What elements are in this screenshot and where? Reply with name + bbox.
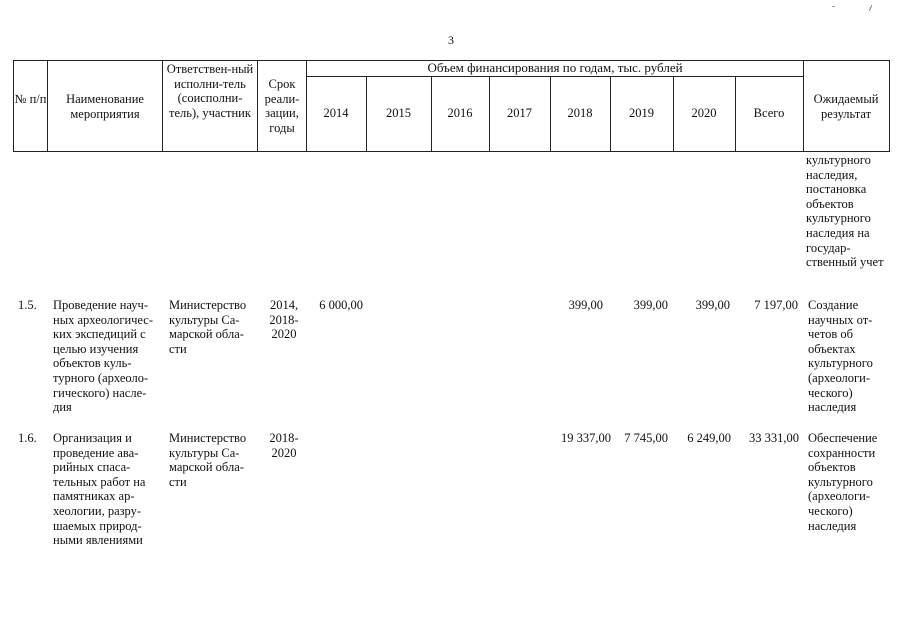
row-number: 1.6. xyxy=(18,431,37,445)
row-value-2019: 7 745,00 xyxy=(624,431,668,445)
scan-speck xyxy=(869,5,872,11)
header-funding: Объем финансирования по годам, тыс. рублей xyxy=(427,60,683,75)
continued-result: культурного наследия, постановка объектов культурного наследия на государ-ственный учет xyxy=(806,153,884,270)
header-total: Всего xyxy=(753,106,785,120)
row-name: Организация и проведение ава-рийных спаса-тельных работ на памятниках ар-хеологии, разру-шаемых природ-ными явлениями xyxy=(53,431,146,548)
row-term: 2014, 2018-2020 xyxy=(269,298,299,342)
header-year-2017: 2017 xyxy=(507,106,532,120)
row-name: Проведение науч-ных археологичес-ких экспедиций с целью изучения объектов куль-турного (археоло-гического) насле-дия xyxy=(53,298,153,415)
row-value-2019: 399,00 xyxy=(633,298,668,312)
row-term: 2018-2020 xyxy=(269,431,299,460)
row-result: Создание научных от-четов об объектах культурного (археологи-ческого) наследия xyxy=(808,298,873,415)
row-value-2014: 6 000,00 xyxy=(319,298,363,312)
row-total: 33 331,00 xyxy=(749,431,799,445)
row-value-2020: 399,00 xyxy=(695,298,730,312)
header-year-2014: 2014 xyxy=(323,106,349,120)
row-result: Обеспечение сохранности объектов культурного (археологи-ческого) наследия xyxy=(808,431,878,533)
header-year-2015: 2015 xyxy=(386,106,411,120)
row-responsible: Министерство культуры Са-марской обла-сти xyxy=(169,431,247,489)
row-value-2020: 6 249,00 xyxy=(687,431,731,445)
header-year-2018: 2018 xyxy=(567,106,593,120)
header-number: № п/п xyxy=(14,92,47,106)
header-responsible: Ответствен-ный исполни-тель (соисполни-тель), участник xyxy=(166,62,254,120)
page-number: 3 xyxy=(448,33,454,47)
row-total: 7 197,00 xyxy=(754,298,798,312)
header-year-2016: 2016 xyxy=(447,106,473,120)
header-year-2020: 2020 xyxy=(691,106,717,120)
row-value-2018: 19 337,00 xyxy=(561,431,611,445)
row-number: 1.5. xyxy=(18,298,37,312)
row-responsible: Министерство культуры Са-марской обла-сти xyxy=(169,298,247,356)
header-name: Наименование мероприятия xyxy=(66,92,144,121)
row-value-2018: 399,00 xyxy=(568,298,603,312)
header-term: Срок реали-зации, годы xyxy=(264,77,300,135)
header-result: Ожидаемый результат xyxy=(813,92,879,121)
header-year-2019: 2019 xyxy=(629,106,654,120)
scan-speck xyxy=(832,6,835,7)
